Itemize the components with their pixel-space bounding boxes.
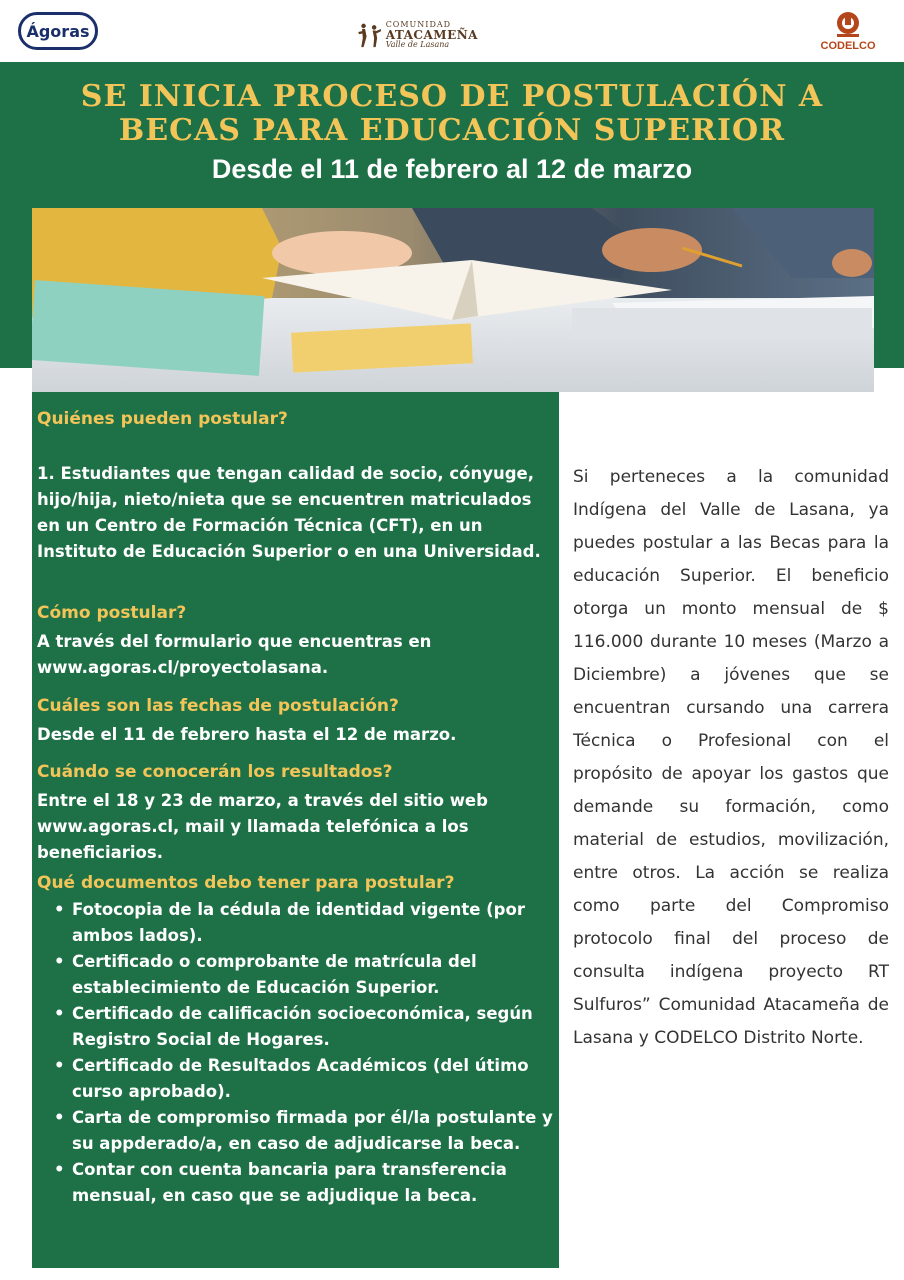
faq-question-results: Cuándo se conocerán los resultados? bbox=[37, 762, 393, 782]
faq-question-dates: Cuáles son las fechas de postulación? bbox=[37, 696, 399, 716]
comunidad-logo-line3: Valle de Lasana bbox=[385, 40, 450, 49]
faq-question-who: Quiénes pueden postular? bbox=[37, 409, 288, 429]
document-item: • Contar con cuenta bancaria para transferencia mensual, en caso que se adjudique la beca. bbox=[72, 1157, 554, 1209]
codelco-logo-text: CODELCO bbox=[820, 40, 876, 52]
document-item: • Fotocopia de la cédula de identidad vigente (por ambos lados). bbox=[72, 897, 554, 949]
intro-paragraph: Si perteneces a la comunidad Indígena del Valle de Lasana, ya puedes postular a las Becas para la educación Superior. El beneficio otorga un monto mensual de $ 116.000 durante 10 meses (Marzo a Diciembre) a jóvenes que se encuentran cursando una carrera Técnica o Profesional con el propósito de apoyar los gastos que demande su formación, como material de estudios, movilización, entre otros. La acción se realiza como parte del Compromiso protocolo final del proceso de consulta indígena proyecto RT Sulfuros” Comunidad Atacameña de Lasana y CODELCO Distrito Norte. bbox=[573, 467, 889, 1048]
study-scene-image bbox=[32, 208, 874, 392]
faq-answer-who: 1. Estudiantes que tengan calidad de socio, cónyuge, hijo/hija, nieto/nieta que se encuentren matriculados en un Centro de Formación Técnica (CFT), en un Instituto de Educación Superior o en una Universidad. bbox=[37, 464, 541, 561]
document-item: • Certificado o comprobante de matrícula del establecimiento de Educación Superior. bbox=[72, 949, 554, 1001]
document-item: • Carta de compromiso firmada por él/la postulante y su appderado/a, en caso de adjudicarse la beca. bbox=[72, 1105, 554, 1157]
page-subtitle: Desde el 11 de febrero al 12 de marzo bbox=[211, 154, 693, 184]
faq-question-documents: Qué documentos debo tener para postular? bbox=[37, 873, 455, 893]
dancers-icon bbox=[356, 17, 382, 53]
logo-bar bbox=[0, 0, 904, 62]
faq-panel bbox=[32, 392, 559, 1268]
faq-answer-how: A través del formulario que encuentras en www.agoras.cl/proyectolasana. bbox=[37, 632, 432, 677]
agoras-logo-text: Ágoras bbox=[26, 21, 90, 41]
document-item: • Certificado de calificación socioeconómica, según Registro Social de Hogares. bbox=[72, 1001, 554, 1053]
codelco-logo bbox=[808, 10, 888, 56]
comunidad-logo-line1: COMUNIDAD bbox=[385, 20, 452, 29]
agoras-logo bbox=[18, 12, 98, 50]
document-item: • Certificado de Resultados Académicos (del útimo curso aprobado). bbox=[72, 1053, 554, 1105]
faq-question-how: Cómo postular? bbox=[37, 603, 187, 623]
comunidad-atacamena-logo bbox=[356, 14, 478, 56]
documents-list bbox=[32, 897, 554, 1209]
codelco-emblem-icon bbox=[833, 10, 863, 38]
page-title: SE INICIA PROCESO DE POSTULACIÓN A BECAS PARA EDUCACIÓN SUPERIOR bbox=[80, 79, 824, 148]
students-studying-photo bbox=[32, 208, 874, 392]
faq-answer-results: Entre el 18 y 23 de marzo, a través del sitio web www.agoras.cl, mail y llamada telefónica a los beneficiarios. bbox=[37, 791, 488, 862]
faq-answer-dates: Desde el 11 de febrero hasta el 12 de marzo. bbox=[37, 725, 457, 744]
comunidad-logo-line2: ATACAMEÑA bbox=[385, 28, 478, 42]
